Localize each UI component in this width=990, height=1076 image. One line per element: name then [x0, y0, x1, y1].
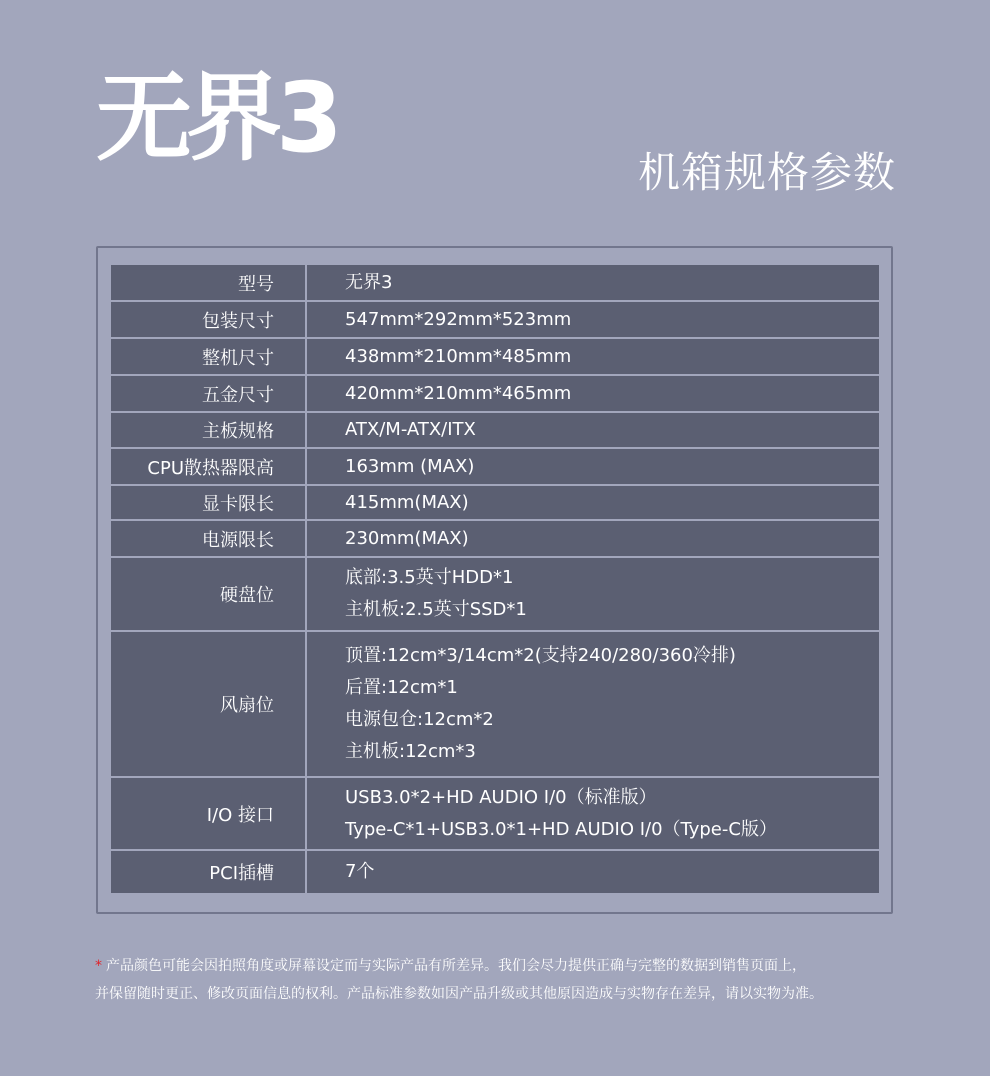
spec-value: 438mm*210mm*485mm	[345, 345, 572, 367]
spec-value-cell	[307, 486, 879, 521]
spec-value-cell	[307, 851, 879, 893]
spec-label: 电源限长	[111, 521, 307, 558]
spec-value: 主机板:12cm*3	[345, 741, 476, 762]
spec-value: ATX/M-ATX/ITX	[345, 419, 476, 440]
spec-value-cell	[307, 376, 879, 413]
footnote-marker: *	[95, 958, 102, 974]
spec-value-cell	[307, 449, 879, 486]
spec-row	[111, 632, 879, 778]
product-logo: 无界3	[96, 62, 337, 174]
spec-row	[111, 486, 879, 521]
spec-value-cell	[307, 302, 879, 339]
spec-row	[111, 521, 879, 558]
spec-label: 五金尺寸	[111, 376, 307, 413]
spec-value: 后置:12cm*1	[345, 677, 458, 698]
spec-value-cell	[307, 632, 879, 778]
spec-label: 型号	[111, 265, 307, 302]
spec-value-cell	[307, 558, 879, 632]
spec-label: 整机尺寸	[111, 339, 307, 376]
spec-label: CPU散热器限高	[111, 449, 307, 486]
spec-label: 显卡限长	[111, 486, 307, 521]
spec-label: 硬盘位	[111, 558, 307, 632]
spec-value: 无界3	[345, 271, 393, 293]
footnote-text-1: 产品颜色可能会因拍照角度或屏幕设定而与实际产品有所差异。我们会尽力提供正确与完整的数据到销售页面上，	[106, 958, 806, 974]
spec-value: USB3.0*2+HD AUDIO I/0（标准版）	[345, 786, 657, 808]
spec-row	[111, 778, 879, 851]
spec-value: 主机板:2.5英寸SSD*1	[345, 599, 527, 620]
spec-value: 420mm*210mm*465mm	[345, 382, 572, 404]
spec-row	[111, 376, 879, 413]
spec-value-cell	[307, 265, 879, 302]
spec-value-cell	[307, 778, 879, 851]
footnote-line-2: 并保留随时更正、修改页面信息的权利。产品标准参数如因产品升级或其他原因造成与实物存在差异，请以实物为准。	[95, 986, 823, 1002]
spec-row	[111, 339, 879, 376]
spec-label: 风扇位	[111, 632, 307, 778]
section-title: 机箱规格参数	[637, 148, 896, 197]
spec-value-cell	[307, 339, 879, 376]
spec-row	[111, 265, 879, 302]
spec-value: Type-C*1+USB3.0*1+HD AUDIO I/0（Type-C版）	[345, 818, 777, 840]
spec-value: 230mm(MAX)	[345, 527, 469, 549]
spec-value: 底部:3.5英寸HDD*1	[345, 567, 514, 588]
spec-value: 547mm*292mm*523mm	[345, 308, 572, 330]
spec-label: PCI插槽	[111, 851, 307, 893]
spec-label: 包装尺寸	[111, 302, 307, 339]
spec-label: I/O 接口	[111, 778, 307, 851]
spec-row	[111, 558, 879, 632]
spec-row	[111, 413, 879, 449]
spec-table	[111, 265, 879, 893]
spec-value: 电源包仓:12cm*2	[345, 709, 494, 730]
spec-label: 主板规格	[111, 413, 307, 449]
spec-value-cell	[307, 521, 879, 558]
spec-value: 415mm(MAX)	[345, 491, 469, 513]
footnote-line-1	[95, 952, 925, 980]
footnote	[95, 952, 925, 1008]
spec-row	[111, 449, 879, 486]
spec-value: 7个	[345, 861, 375, 882]
spec-value-cell	[307, 413, 879, 449]
spec-value: 163mm (MAX)	[345, 455, 475, 477]
spec-value: 顶置:12cm*3/14cm*2(支持240/280/360冷排)	[345, 645, 736, 666]
spec-row	[111, 851, 879, 893]
spec-row	[111, 302, 879, 339]
